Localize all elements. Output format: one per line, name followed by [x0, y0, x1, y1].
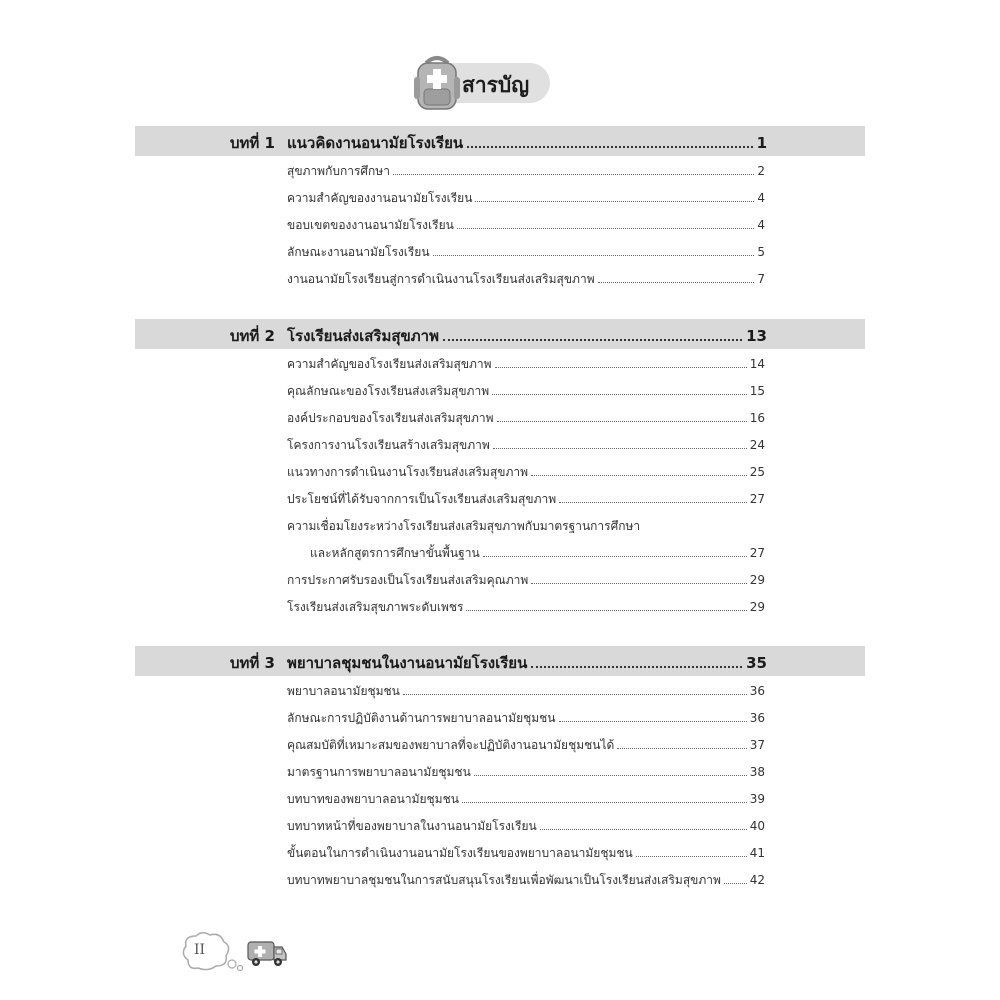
- toc-entry[interactable]: [287, 189, 765, 207]
- toc-entry[interactable]: [287, 355, 765, 373]
- toc-entry-title: คุณลักษณะของโรงเรียนส่งเสริมสุขภาพ: [287, 384, 490, 398]
- toc-entry-title: ลักษณะงานอนามัยโรงเรียน: [287, 245, 430, 259]
- toc-entry-title: ประโยชน์ที่ได้รับจากการเป็นโรงเรียนส่งเสริมสุขภาพ: [287, 492, 557, 506]
- toc-entry-title: โรงเรียนส่งเสริมสุขภาพระดับเพชร: [287, 600, 464, 614]
- toc-entry-page: 36: [749, 711, 765, 725]
- toc-entry-page: 24: [749, 438, 765, 452]
- toc-entry[interactable]: [287, 243, 765, 261]
- toc-entry[interactable]: [287, 763, 765, 781]
- chapter-page: 35: [746, 654, 767, 672]
- toc-entry-page: 36: [749, 684, 765, 698]
- chapter-heading[interactable]: [135, 646, 865, 676]
- toc-entry[interactable]: [287, 382, 765, 400]
- toc-entry-title: ความสำคัญของโรงเรียนส่งเสริมสุขภาพ: [287, 357, 492, 371]
- toc-entry-page: 14: [749, 357, 765, 371]
- chapter-title: พยาบาลชุมชนในงานอนามัยโรงเรียน: [287, 654, 528, 672]
- toc-entry-title: องค์ประกอบของโรงเรียนส่งเสริมสุขภาพ: [287, 411, 494, 425]
- first-aid-backpack-icon: [412, 55, 462, 113]
- toc-entry-page: 29: [749, 600, 765, 614]
- toc-entry-page: 29: [749, 573, 765, 587]
- toc-entry-page: 27: [749, 546, 765, 560]
- toc-entry-page: 42: [749, 873, 765, 887]
- toc-entry-page: 4: [757, 218, 765, 232]
- toc-entry[interactable]: [287, 463, 765, 481]
- toc-entry-page: 16: [749, 411, 765, 425]
- toc-entry-title: คุณสมบัติที่เหมาะสมของพยาบาลที่จะปฏิบัติงานอนามัยชุมชนได้: [287, 738, 615, 752]
- toc-entry-page: 5: [757, 245, 765, 259]
- toc-entry-page: 39: [749, 792, 765, 806]
- toc-entry-page: 4: [757, 191, 765, 205]
- toc-entry[interactable]: [287, 844, 765, 862]
- toc-entry-page: 2: [757, 164, 765, 178]
- page-title: สารบัญ: [462, 73, 530, 97]
- toc-entry[interactable]: [287, 571, 765, 589]
- toc-entry-page: 40: [749, 819, 765, 833]
- toc-entry-continued[interactable]: [310, 544, 765, 562]
- toc-entry[interactable]: [287, 736, 765, 754]
- toc-entry[interactable]: [287, 436, 765, 454]
- chapter-page: 13: [746, 327, 767, 345]
- chapter-page: 1: [756, 134, 767, 152]
- toc-entry[interactable]: [287, 682, 765, 700]
- toc-entry[interactable]: [287, 517, 765, 535]
- toc-entry[interactable]: [287, 409, 765, 427]
- chapter-heading[interactable]: [135, 126, 865, 156]
- toc-entry-page: 27: [749, 492, 765, 506]
- toc-entry-page: 37: [749, 738, 765, 752]
- toc-entry[interactable]: [287, 270, 765, 288]
- toc-entry-title: สุขภาพกับการศึกษา: [287, 164, 390, 178]
- toc-entry-page: 38: [749, 765, 765, 779]
- toc-entry-title: บทบาทพยาบาลชุมชนในการสนับสนุนโรงเรียนเพื่อพัฒนาเป็นโรงเรียนส่งเสริมสุขภาพ: [287, 873, 721, 887]
- toc-entry[interactable]: [287, 817, 765, 835]
- chapter-label: บทที่ 1: [230, 134, 275, 152]
- chapter-title: โรงเรียนส่งเสริมสุขภาพ: [287, 327, 439, 345]
- chapter-title: แนวคิดงานอนามัยโรงเรียน: [287, 134, 464, 152]
- chapter-heading[interactable]: [135, 319, 865, 349]
- chapter-label: บทที่ 2: [230, 327, 275, 345]
- toc-entry-title: แนวทางการดำเนินงานโรงเรียนส่งเสริมสุขภาพ: [287, 465, 529, 479]
- toc-entry[interactable]: [287, 598, 765, 616]
- toc-entry-page: 41: [749, 846, 765, 860]
- toc-entry[interactable]: [287, 790, 765, 808]
- toc-entry[interactable]: [287, 871, 765, 889]
- toc-entry-title: มาตรฐานการพยาบาลอนามัยชุมชน: [287, 765, 471, 779]
- thought-cloud-icon: [180, 930, 250, 976]
- toc-entry-title: และหลักสูตรการศึกษาขั้นพื้นฐาน: [310, 546, 480, 560]
- toc-entry-title: ความเชื่อมโยงระหว่างโรงเรียนส่งเสริมสุขภาพกับมาตรฐานการศึกษา: [287, 519, 641, 533]
- toc-entry-title: ขั้นตอนในการดำเนินงานอนามัยโรงเรียนของพยาบาลอนามัยชุมชน: [287, 846, 633, 860]
- toc-entry[interactable]: [287, 490, 765, 508]
- toc-entry-page: 7: [757, 272, 765, 286]
- toc-header: [412, 55, 552, 115]
- toc-entry-page: 15: [749, 384, 765, 398]
- toc-entry-title: ลักษณะการปฏิบัติงานด้านการพยาบาลอนามัยชุมชน: [287, 711, 556, 725]
- toc-entry[interactable]: [287, 709, 765, 727]
- toc-entry-page: 25: [749, 465, 765, 479]
- ambulance-icon: [244, 936, 288, 970]
- toc-entry-title: บทบาทหน้าที่ของพยาบาลในงานอนามัยโรงเรียน: [287, 819, 537, 833]
- toc-entry-title: ความสำคัญของงานอนามัยโรงเรียน: [287, 191, 473, 205]
- toc-entry[interactable]: [287, 162, 765, 180]
- toc-entry-title: โครงการงานโรงเรียนสร้างเสริมสุขภาพ: [287, 438, 490, 452]
- toc-entry[interactable]: [287, 216, 765, 234]
- toc-entry-title: บทบาทของพยาบาลอนามัยชุมชน: [287, 792, 459, 806]
- toc-entry-title: ขอบเขตของงานอนามัยโรงเรียน: [287, 218, 454, 232]
- page-number: II: [194, 942, 206, 958]
- toc-entry-title: การประกาศรับรองเป็นโรงเรียนส่งเสริมคุณภาพ: [287, 573, 529, 587]
- toc-entry-title: พยาบาลอนามัยชุมชน: [287, 684, 400, 698]
- toc-entry-title: งานอนามัยโรงเรียนสู่การดำเนินงานโรงเรียนส่งเสริมสุขภาพ: [287, 272, 595, 286]
- chapter-label: บทที่ 3: [230, 654, 275, 672]
